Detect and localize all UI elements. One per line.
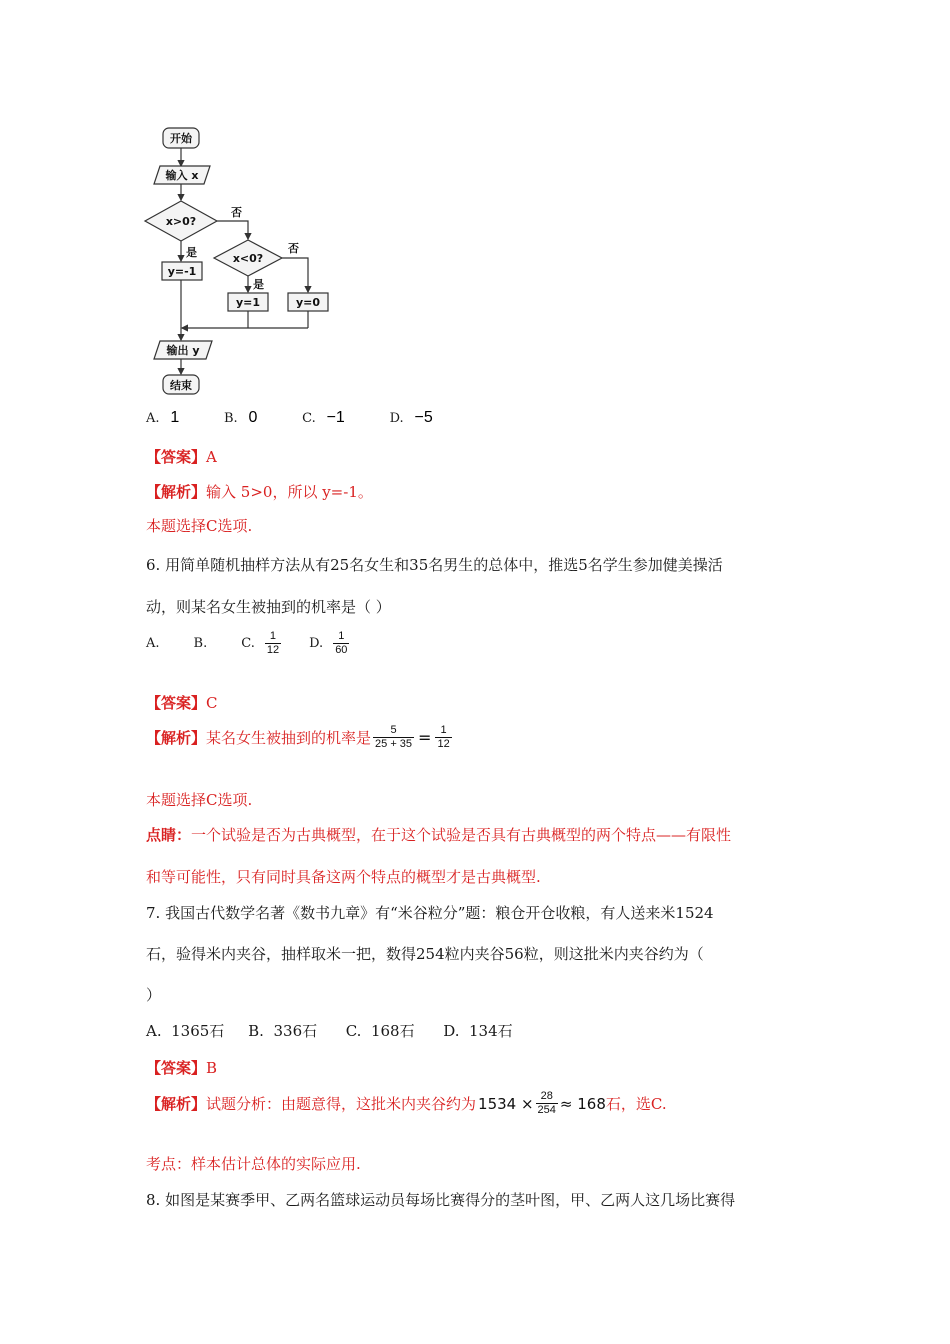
q7-expr-fraction	[536, 1090, 558, 1117]
flow-cond2-label: x<0?	[232, 252, 264, 265]
q6-stem-line-2: 动，则某名女生被抽到的机率是（ ）	[146, 598, 391, 616]
flow-yes-label-1: 是	[186, 246, 197, 259]
q7-answer	[146, 1057, 217, 1078]
q7-expr-b: ≈ 168	[559, 1094, 606, 1113]
q7-stem-line-1: 7. 我国古代数学名著《数书九章》有“米谷粒分”题：粮仓开仓收粮，有人送来米1524	[146, 904, 714, 922]
q6-choice-line: 本题选择C选项.	[146, 791, 253, 809]
q6-analysis-fraction-2-numerator: 1	[440, 724, 447, 736]
q6-analysis-text: 某名女生被抽到的机率是	[206, 729, 372, 747]
q5-option-a-value: 1	[170, 409, 180, 426]
q6-analysis-fraction-2-denominator: 12	[437, 738, 450, 750]
q7-stem-line-2: 石，验得米内夹谷，抽样取米一把，数得254粒内夹谷56粒，则这批米内夹谷约为（	[146, 945, 704, 963]
q6-note-line-1	[146, 824, 731, 845]
q6-analysis-fraction-1-denominator: 25 + 35	[375, 738, 413, 750]
q7-stem-line-3: ）	[146, 986, 162, 1004]
q5-option-d-value: −5	[414, 409, 433, 426]
q6-analysis-fraction-1-numerator: 5	[390, 724, 397, 736]
q6-analysis-fraction-1	[373, 724, 414, 751]
flow-no-label-1: 否	[231, 206, 242, 219]
q6-option-a-label: A.	[146, 636, 160, 651]
q7-expr-denominator: 254	[537, 1104, 556, 1116]
flow-assign-c-label: y=0	[295, 296, 321, 309]
q7-answer-value: B	[206, 1059, 218, 1077]
flow-output-label: 输出 y	[166, 344, 200, 357]
q6-option-d-fraction	[333, 630, 349, 657]
flow-yes-label-2: 是	[253, 278, 264, 291]
q7-expr-a: 1534 ×	[478, 1094, 534, 1113]
q5-options	[146, 408, 433, 427]
q6-option-c-fraction	[265, 630, 281, 657]
q5-analysis-tag: 【解析】	[146, 483, 207, 501]
flow-end-label: 结束	[170, 379, 192, 392]
q5-option-c-label: C.	[302, 411, 316, 426]
q6-answer	[146, 692, 218, 713]
q6-note-line-2: 和等可能性，只有同时具备这两个特点的概型才是古典概型.	[146, 868, 541, 886]
q8-stem-line-1: 8. 如图是某赛季甲、乙两名篮球运动员每场比赛得分的茎叶图，甲、乙两人这几场比赛得	[146, 1191, 736, 1209]
q5-answer	[146, 446, 217, 467]
q7-expr-numerator: 28	[540, 1090, 553, 1102]
q7-answer-tag: 【答案】	[146, 1059, 207, 1077]
q6-options	[146, 630, 351, 657]
q5-analysis-text: 输入 5>0，所以 y=-1。	[206, 483, 373, 501]
q6-option-b-label: B.	[193, 636, 208, 651]
flow-no-label-2: 否	[288, 242, 299, 255]
q6-option-c-denominator: 12	[266, 644, 280, 656]
q7-analysis	[146, 1090, 667, 1117]
flow-assign-b-label: y=1	[235, 296, 261, 309]
q5-choice-line: 本题选择C选项.	[146, 517, 253, 535]
q5-option-c-value: −1	[326, 409, 345, 426]
q5-option-b-label: B.	[224, 411, 238, 426]
q6-analysis-equals: =	[418, 728, 432, 747]
q7-analysis-end: 石，选C.	[605, 1095, 667, 1113]
q6-stem-line-1: 6. 用简单随机抽样方法从有25名女生和35名男生的总体中，推选5名学生参加健美操活	[146, 556, 723, 574]
q6-analysis-fraction-2	[435, 724, 451, 751]
q5-option-b-value: 0	[248, 409, 258, 426]
q6-option-d-label: D.	[309, 636, 324, 651]
q5-option-a-label: A.	[146, 411, 160, 426]
q6-note-tag: 点睛：	[146, 826, 192, 844]
q6-option-d-denominator: 60	[335, 644, 348, 656]
q6-analysis-tag: 【解析】	[146, 729, 207, 747]
q6-answer-tag: 【答案】	[146, 694, 207, 712]
q5-answer-value: A	[206, 448, 217, 466]
q7-kaodian: 考点：样本估计总体的实际应用.	[146, 1155, 361, 1173]
q5-analysis	[146, 481, 373, 502]
flow-cond1-label: x>0?	[165, 215, 197, 228]
q6-analysis	[146, 724, 454, 751]
q7-options: A. 1365石 B. 336石 C. 168石 D. 134石	[146, 1022, 513, 1040]
q5-answer-tag: 【答案】	[146, 448, 207, 466]
flow-start-label: 开始	[170, 132, 192, 145]
q5-option-d-label: D.	[389, 411, 404, 426]
q6-note-text-1: 一个试验是否为古典概型，在于这个试验是否具有古典概型的两个特点——有限性	[191, 826, 732, 844]
q6-option-c-label: C.	[241, 636, 255, 651]
q6-answer-value: C	[206, 694, 218, 712]
q7-analysis-text: 试题分析：由题意得，这批米内夹谷约为	[206, 1095, 477, 1113]
q7-analysis-tag: 【解析】	[146, 1095, 207, 1113]
q6-option-d-numerator: 1	[338, 630, 345, 642]
flowchart-diagram	[140, 122, 340, 398]
q6-option-c-numerator: 1	[269, 630, 277, 642]
flow-assign-a-label: y=-1	[167, 265, 197, 278]
flow-input-label: 输入 x	[165, 169, 199, 182]
